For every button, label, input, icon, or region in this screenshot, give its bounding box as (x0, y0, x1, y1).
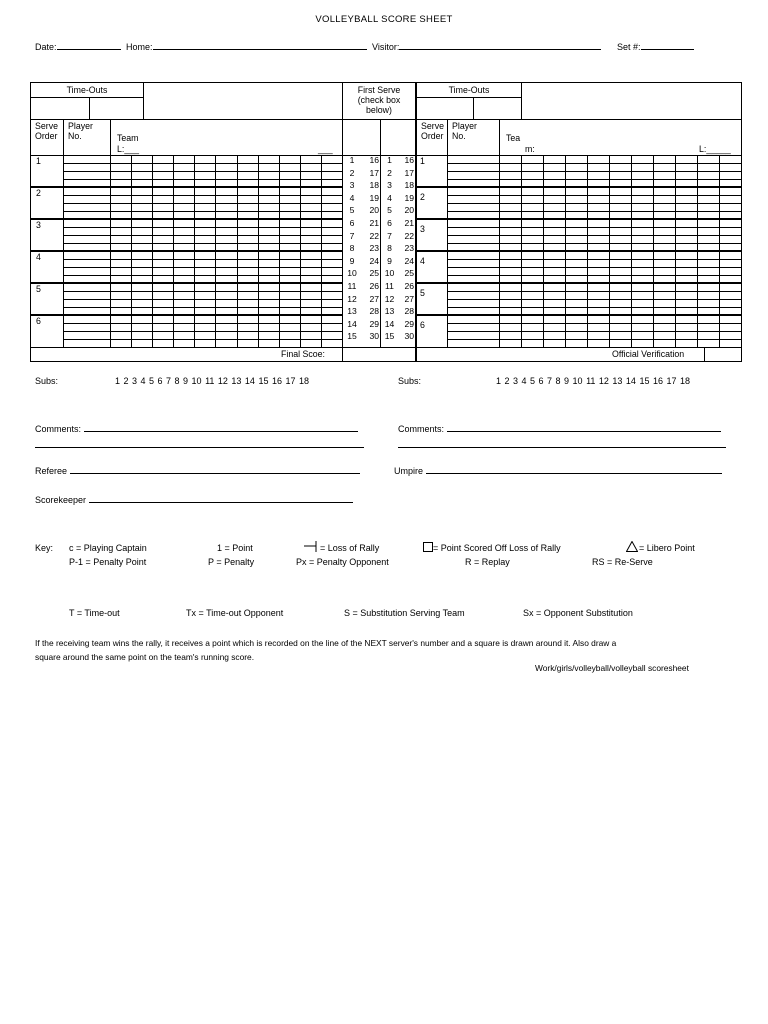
umpire-label: Umpire (394, 466, 424, 476)
score-grid[interactable] (30, 82, 742, 362)
running-score-25[interactable]: 25 (404, 268, 414, 279)
left-player-no-label: Player No. (68, 121, 93, 141)
key-libero-point: = Libero Point (639, 543, 695, 553)
key-loss-of-rally: = Loss of Rally (320, 543, 380, 553)
right-serve-order-3: 3 (420, 224, 425, 234)
running-score-8[interactable]: 8 (349, 243, 355, 254)
left-comments-field[interactable] (35, 423, 358, 434)
running-score-24[interactable]: 24 (369, 255, 379, 266)
right-subs-label: Subs: (398, 376, 422, 386)
running-score-2[interactable]: 2 (349, 167, 355, 178)
key-reserve: RS = Re-Serve (592, 557, 653, 567)
right-comments-field[interactable] (398, 423, 721, 434)
left-subs-numbers[interactable]: 1 2 3 4 5 6 7 8 9 10 11 12 13 14 15 16 17 18 (115, 376, 309, 386)
running-score-4[interactable]: 4 (387, 192, 392, 203)
date-field[interactable] (35, 41, 121, 52)
key-captain: c = Playing Captain (69, 543, 147, 553)
running-score-17[interactable]: 17 (369, 167, 379, 178)
running-score-21[interactable]: 21 (369, 218, 379, 228)
key-point: 1 = Point (217, 543, 253, 553)
running-score-8[interactable]: 8 (387, 243, 392, 254)
running-score-23[interactable]: 23 (369, 243, 379, 254)
right-timeouts-label: Time-Outs (448, 85, 490, 95)
left-serve-order-5: 5 (36, 284, 41, 294)
running-score-7[interactable]: 7 (349, 230, 355, 241)
loss-of-rally-symbol-icon (304, 541, 318, 554)
key-penalty: P = Penalty (208, 557, 255, 567)
scorekeeper-label: Scorekeeper (35, 495, 87, 505)
right-serve-order-5: 5 (420, 288, 425, 298)
running-score-20[interactable]: 20 (404, 205, 414, 216)
running-score-14[interactable]: 14 (384, 318, 395, 329)
right-comments-label: Comments: (398, 424, 445, 434)
running-score-6[interactable]: 6 (349, 218, 355, 228)
left-serve-order-4: 4 (36, 252, 41, 262)
running-score-15[interactable]: 15 (347, 331, 357, 342)
running-score-1[interactable]: 1 (387, 155, 392, 165)
key-penalty-opponent: Px = Penalty Opponent (296, 557, 389, 567)
visitor-label: Visitor: (372, 42, 400, 52)
running-score-22[interactable]: 22 (369, 230, 379, 241)
running-score-12[interactable]: 12 (347, 293, 357, 304)
key-point-scored-off: = Point Scored Off Loss of Rally (433, 543, 561, 553)
running-score-4[interactable]: 4 (349, 192, 355, 203)
running-score-2[interactable]: 2 (387, 167, 392, 178)
running-score-12[interactable]: 12 (384, 293, 395, 304)
running-score-25[interactable]: 25 (369, 268, 379, 279)
left-team-label: Team (117, 133, 139, 143)
running-score-27[interactable]: 27 (369, 293, 379, 304)
running-score-22[interactable]: 22 (404, 230, 414, 241)
right-player-no-label: Player No. (452, 121, 477, 141)
running-score-17[interactable]: 17 (404, 167, 414, 178)
running-score-16[interactable]: 16 (404, 155, 414, 165)
left-timeouts-label: Time-Outs (66, 85, 108, 95)
home-field[interactable] (126, 41, 367, 52)
right-serve-order-2: 2 (420, 192, 425, 202)
set-field[interactable] (617, 41, 694, 52)
first-serve-label: First Serve (check box below) (357, 85, 401, 115)
running-score-11[interactable]: 11 (385, 281, 394, 291)
left-serve-order-3: 3 (36, 220, 41, 230)
running-score-5[interactable]: 5 (349, 205, 355, 216)
right-comments-line[interactable] (398, 440, 726, 448)
key-sub-opponent: Sx = Opponent Substitution (523, 608, 633, 618)
left-libero-blank: ___ (318, 144, 333, 154)
sheet-title: VOLLEYBALL SCORE SHEET (315, 14, 453, 25)
left-serve-order-6: 6 (36, 316, 41, 326)
instructions-line-1: If the receiving team wins the rally, it receives a point which is recorded on the line of the NEXT server's number and a square is drawn around it. Also draw a (35, 638, 617, 648)
visitor-field[interactable] (372, 41, 601, 52)
running-score-23[interactable]: 23 (404, 243, 414, 254)
running-score-15[interactable]: 15 (384, 331, 395, 342)
final-score-label: Final Scoe: (281, 349, 326, 359)
right-libero-label: L:_____ (699, 144, 731, 154)
running-score-28[interactable]: 28 (369, 306, 379, 317)
running-score-29[interactable]: 29 (369, 318, 379, 329)
key-sub-serving: S = Substitution Serving Team (344, 608, 465, 618)
home-label: Home: (126, 42, 153, 52)
running-score-9[interactable]: 9 (349, 255, 355, 266)
footer-path: Work/girls/volleyball/volleyball scoresheet (535, 663, 689, 673)
running-score-19[interactable]: 19 (404, 192, 414, 203)
running-score-7[interactable]: 7 (387, 230, 392, 241)
running-score-9[interactable]: 9 (387, 255, 392, 266)
key-replay: R = Replay (465, 557, 510, 567)
running-score-30[interactable]: 30 (404, 331, 414, 342)
left-comments-line[interactable] (35, 440, 364, 448)
umpire-field[interactable] (394, 465, 722, 476)
set-label: Set #: (617, 42, 641, 52)
running-score-28[interactable]: 28 (404, 306, 414, 317)
running-score-3[interactable]: 3 (349, 180, 355, 191)
key-timeout: T = Time-out (69, 608, 120, 618)
key-label: Key: (35, 543, 54, 553)
triangle-symbol-icon (626, 541, 638, 554)
running-score-16[interactable]: 16 (369, 155, 379, 165)
running-score-24[interactable]: 24 (404, 255, 414, 266)
left-libero-label: L:___ (117, 144, 140, 154)
running-score-13[interactable]: 13 (384, 306, 395, 317)
running-score-3[interactable]: 3 (387, 180, 392, 191)
running-score-18[interactable]: 18 (404, 180, 414, 191)
running-score-14[interactable]: 14 (347, 318, 357, 329)
right-serve-order-label: Serve Order (421, 121, 444, 141)
right-serve-order-4: 4 (420, 256, 425, 266)
key-penalty-point: P-1 = Penalty Point (69, 557, 147, 567)
left-subs-label: Subs: (35, 376, 59, 386)
running-score-13[interactable]: 13 (347, 306, 357, 317)
running-score-21[interactable]: 21 (404, 218, 414, 228)
running-score-29[interactable]: 29 (404, 318, 414, 329)
left-serve-order-1: 1 (36, 156, 41, 166)
running-score-19[interactable]: 19 (369, 192, 379, 203)
running-score-10[interactable]: 10 (384, 268, 395, 279)
running-score-26[interactable]: 26 (369, 281, 379, 291)
right-serve-order-6: 6 (420, 320, 425, 330)
running-score-6[interactable]: 6 (387, 218, 392, 228)
running-score-18[interactable]: 18 (369, 180, 379, 191)
key-timeout-opponent: Tx = Time-out Opponent (186, 608, 284, 618)
left-serve-order-2: 2 (36, 188, 41, 198)
running-score-30[interactable]: 30 (369, 331, 379, 342)
running-score-27[interactable]: 27 (404, 293, 414, 304)
running-score-26[interactable]: 26 (404, 281, 414, 291)
right-team-label-b: m: (525, 144, 535, 154)
running-score-11[interactable]: 11 (347, 281, 357, 291)
official-verification-label: Official Verification (612, 349, 685, 359)
left-serve-order-label: Serve Order (35, 121, 58, 141)
instructions-line-2: square around the same point on the team's running score. (35, 652, 255, 662)
scorekeeper-field[interactable] (35, 494, 353, 505)
referee-label: Referee (35, 466, 68, 476)
running-score-5[interactable]: 5 (387, 205, 392, 216)
left-comments-label: Comments: (35, 424, 82, 434)
right-serve-order-1: 1 (420, 156, 425, 166)
referee-field[interactable] (35, 465, 360, 476)
running-score-1[interactable]: 1 (349, 155, 355, 165)
right-team-label-a: Tea (506, 133, 521, 143)
date-label: Date: (35, 42, 57, 52)
running-score-20[interactable]: 20 (369, 205, 379, 216)
running-score-10[interactable]: 10 (347, 268, 357, 279)
right-subs-numbers[interactable]: 1 2 3 4 5 6 7 8 9 10 11 12 13 14 15 16 17 18 (496, 376, 690, 386)
